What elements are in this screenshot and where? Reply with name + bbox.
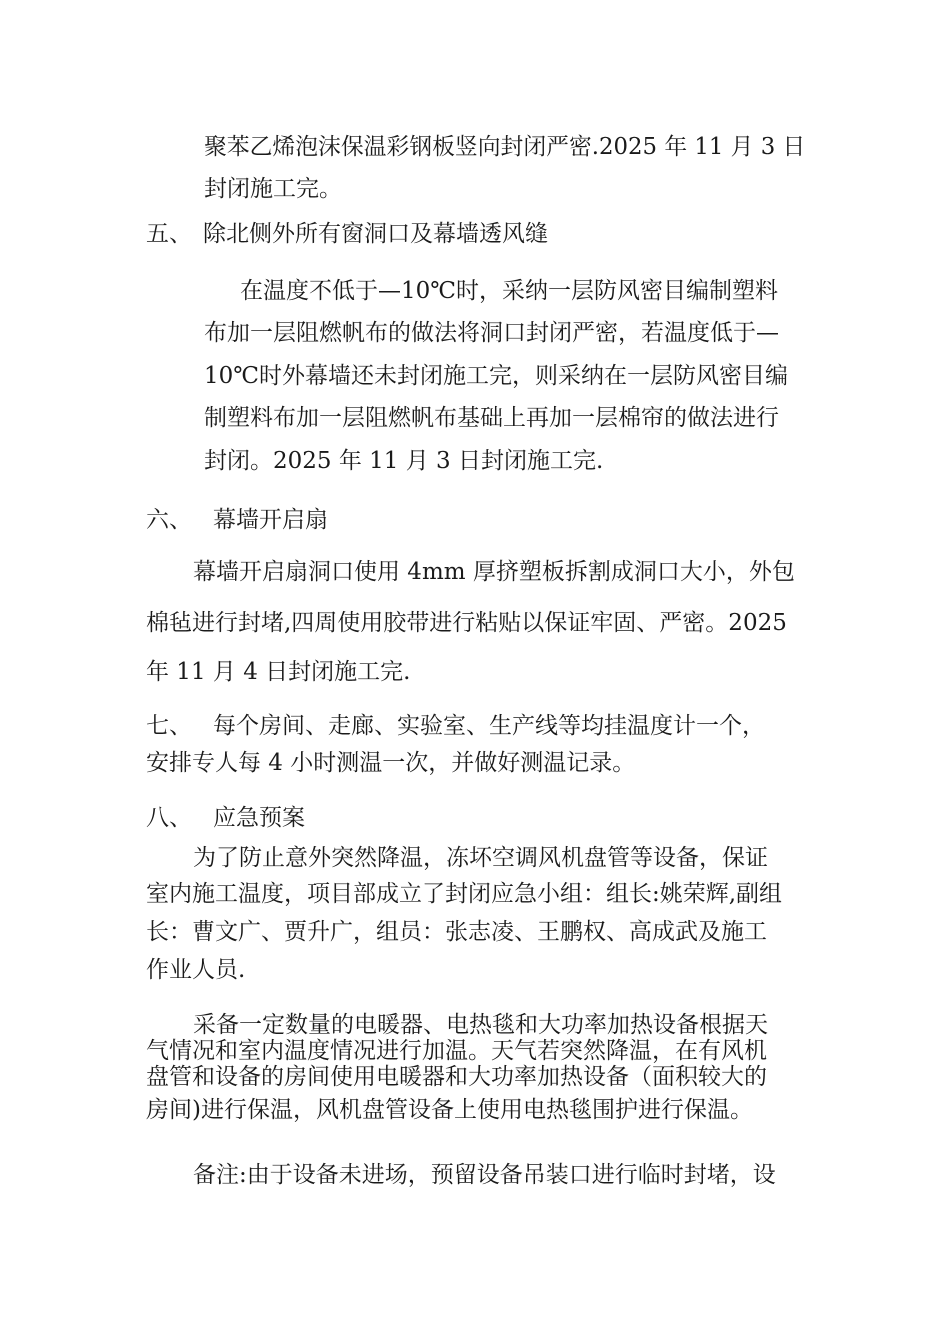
text-line: 作业人员. — [146, 957, 246, 983]
text-line: 制塑料布加一层阻燃帆布基础上再加一层棉帘的做法进行 — [204, 405, 779, 431]
text-line: 幕墙开启扇洞口使用 4mm 厚挤塑板拆割成洞口大小，外包 — [193, 559, 795, 585]
text-line: 布加一层阻燃帆布的做法将洞口封闭严密，若温度低于— — [204, 320, 779, 346]
text-line: 封闭施工完。 — [204, 176, 342, 202]
text-line: 封闭。2025 年 11 月 3 日封闭施工完. — [204, 448, 604, 474]
text-line: 安排专人每 4 小时测温一次，并做好测温记录。 — [146, 750, 636, 776]
section-number: 六、 — [146, 507, 192, 533]
section-number: 八、 — [146, 805, 192, 831]
section-heading: 每个房间、走廊、实验室、生产线等均挂温度计一个， — [213, 713, 765, 739]
section-number: 五、 — [146, 221, 192, 247]
section-heading: 除北侧外所有窗洞口及幕墙透风缝 — [203, 221, 548, 247]
section-heading: 幕墙开启扇 — [213, 507, 328, 533]
section-heading: 应急预案 — [213, 805, 305, 831]
text-line: 气情况和室内温度情况进行加温。天气若突然降温，在有风机 — [146, 1038, 767, 1064]
text-line: 备注:由于设备未进场，预留设备吊装口进行临时封堵，设 — [193, 1162, 776, 1188]
section-number: 七、 — [146, 713, 192, 739]
text-line: 年 11 月 4 日封闭施工完. — [146, 659, 411, 685]
text-line: 采备一定数量的电暖器、电热毯和大功率加热设备根据天 — [193, 1012, 768, 1038]
text-line: 棉毡进行封堵,四周使用胶带进行粘贴以保证牢固、严密。2025 — [146, 610, 787, 636]
text-line: 为了防止意外突然降温，冻坏空调风机盘管等设备，保证 — [193, 845, 768, 871]
text-line: 长：曹文广、贾升广，组员：张志凌、王鹏权、高成武及施工 — [146, 919, 767, 945]
text-line: 10℃时外幕墙还未封闭施工完，则采纳在一层防风密目编 — [204, 363, 788, 389]
text-line: 在温度不低于—10℃时，采纳一层防风密目编制塑料 — [240, 278, 778, 304]
text-line: 室内施工温度，项目部成立了封闭应急小组：组长:姚荣辉,副组 — [146, 881, 783, 907]
text-line: 房间)进行保温，风机盘管设备上使用电热毯围护进行保温。 — [146, 1097, 753, 1123]
text-line: 盘管和设备的房间使用电暖器和大功率加热设备（面积较大的 — [146, 1064, 767, 1090]
text-line: 聚苯乙烯泡沫保温彩钢板竖向封闭严密.2025 年 11 月 3 日 — [204, 134, 806, 160]
